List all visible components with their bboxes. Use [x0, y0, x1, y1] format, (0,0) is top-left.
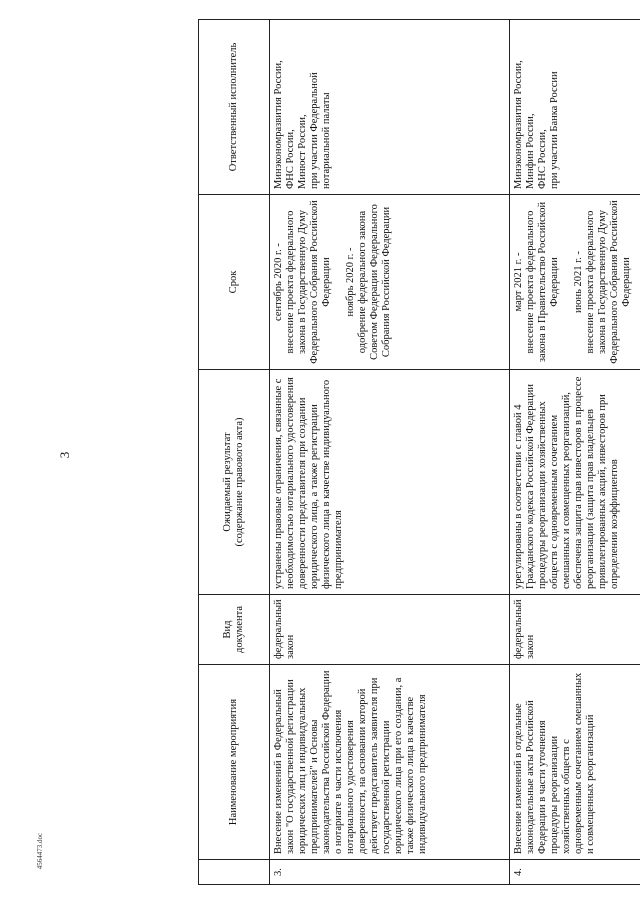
row-number: 3. — [269, 860, 509, 885]
row-executor: Минэкономразвития России, ФНС России, Минюст России, при участии Федеральной нотариальной палаты — [269, 20, 509, 195]
header-number — [198, 860, 269, 885]
row-deadline: март 2021 г. - внесение проекта федерального закона в Правительство Российской Федерации июнь 2021 г. - внесение проекта федерального закона в Государственную Думу Федерального Собрания Российской Федерации — [509, 195, 640, 370]
table-row — [269, 20, 509, 885]
row-expected-result: урегулированы в соответствии с главой 4 Гражданского кодекса Российской Федерации процедуры реорганизации хозяйственных обществ с одновременным сочетанием смешанных и совмещенных реорганизаций, обеспечена защита прав инвесторов в процессе реорганизации (защита прав владельцев привилегированных акций, инвесторов при определении коэффициентов — [509, 370, 640, 595]
page-number: 3 — [57, 451, 72, 459]
row-document-type: федеральный закон — [269, 595, 509, 665]
row-document-type: федеральный закон — [509, 595, 640, 665]
row-deadline: сентябрь 2020 г. - внесение проекта федерального закона в Государственную Думу Федерального Собрания Российской Федерации ноябрь 2020 г. - одобрение федерального закона Советом Федерации Федерального Собрания Российской Федерации — [269, 195, 509, 370]
row-expected-result: устранены правовые ограничения, связанные с необходимостью нотариального удостоверения доверенности представителя при создании юридического лица, а также регистрации физического лица в качестве индивидуального предпринимателя — [269, 370, 509, 595]
row-number: 4. — [509, 860, 640, 885]
row-executor: Минэкономразвития России, Минфин России, ФНС России, при участии Банка России — [509, 20, 640, 195]
row-measure-name: Внесение изменений в Федеральный закон "О государственной регистрации юридических лиц и индивидуальных предпринимателей" и Основы законодательства Российской Федерации о нотариате в части исключения нотариального удостоверения доверенности, на основании которой действует представитель заявителя при государственной регистрации юридического лица при его создании, а также физического лица в качестве индивидуального предпринимателя — [269, 665, 509, 860]
header-document-type: Вид документа — [198, 595, 269, 665]
row-measure-name: Внесение изменений в отдельные законодательные акты Российской Федерации в части уточнения процедуры реорганизации хозяйственных обществ с одновременным сочетанием смешанных и совмещенных реорганизаций — [509, 665, 640, 860]
rotated-table-sheet — [198, 20, 640, 885]
header-executor: Ответственный исполнитель — [198, 20, 269, 195]
table-header-row — [198, 20, 269, 885]
measures-table — [198, 19, 640, 885]
footer-code: 4564473.doc — [36, 832, 44, 870]
header-expected-result: Ожидаемый результат (содержание правового акта) — [198, 370, 269, 595]
header-measure-name: Наименование мероприятия — [198, 665, 269, 860]
table-row — [509, 20, 640, 885]
header-deadline: Срок — [198, 195, 269, 370]
